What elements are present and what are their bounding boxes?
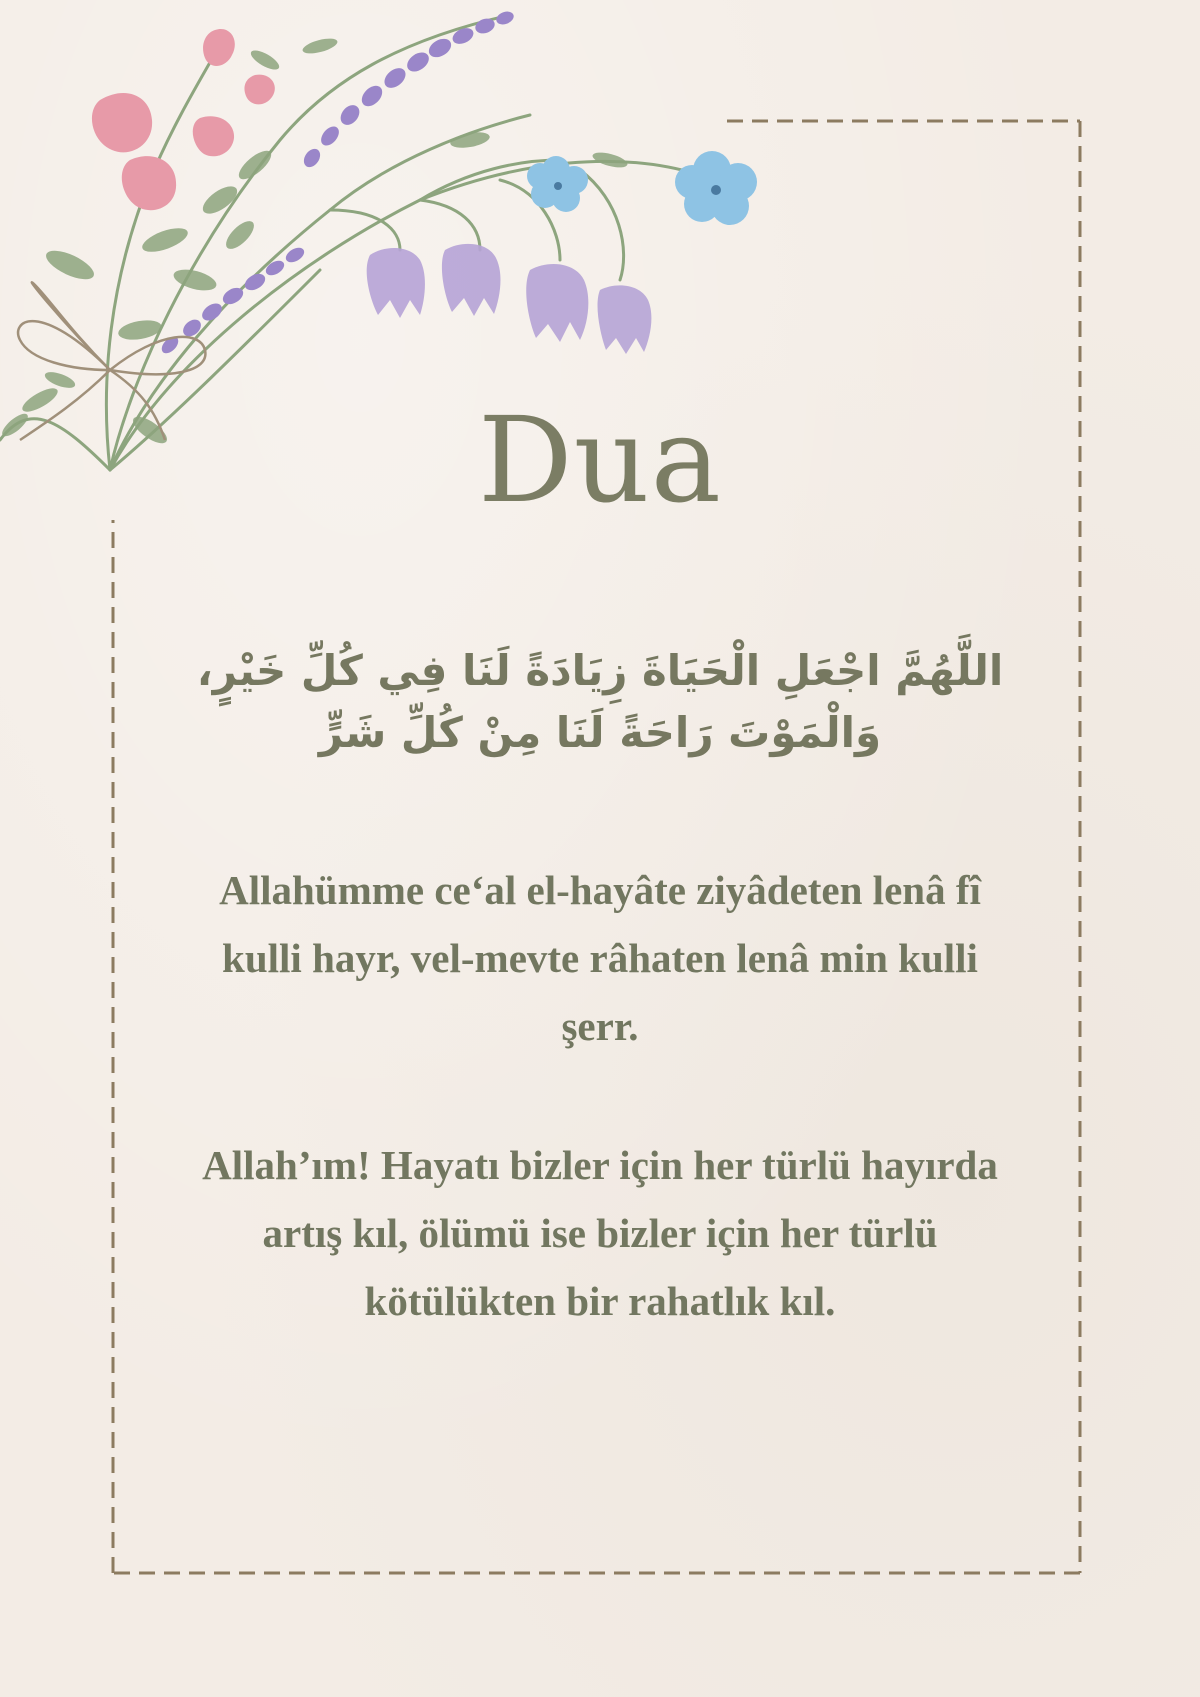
translation-text: Allah’ım! Hayatı bizler için her türlü hayırda artış kıl, ölümü ise bizler için her türlü kötülükten bir rahatlık kıl. (202, 1142, 998, 1324)
page-title: Dua (478, 391, 722, 529)
bell-flowers (367, 244, 652, 354)
transliteration-text: Allahümme ce‘al el-hayâte ziyâdeten lenâ fî kulli hayr, vel-mevte râhaten lenâ min kulli şerr. (219, 867, 981, 1049)
arabic-prayer-text: اللَّهُمَّ اجْعَلِ الْحَيَاةَ زِيَادَةً لَنَا فِي كُلِّ خَيْرٍ، وَالْمَوْتَ رَاحَةً لَنَا مِنْ كُلِّ شَرٍّ (196, 646, 1004, 757)
